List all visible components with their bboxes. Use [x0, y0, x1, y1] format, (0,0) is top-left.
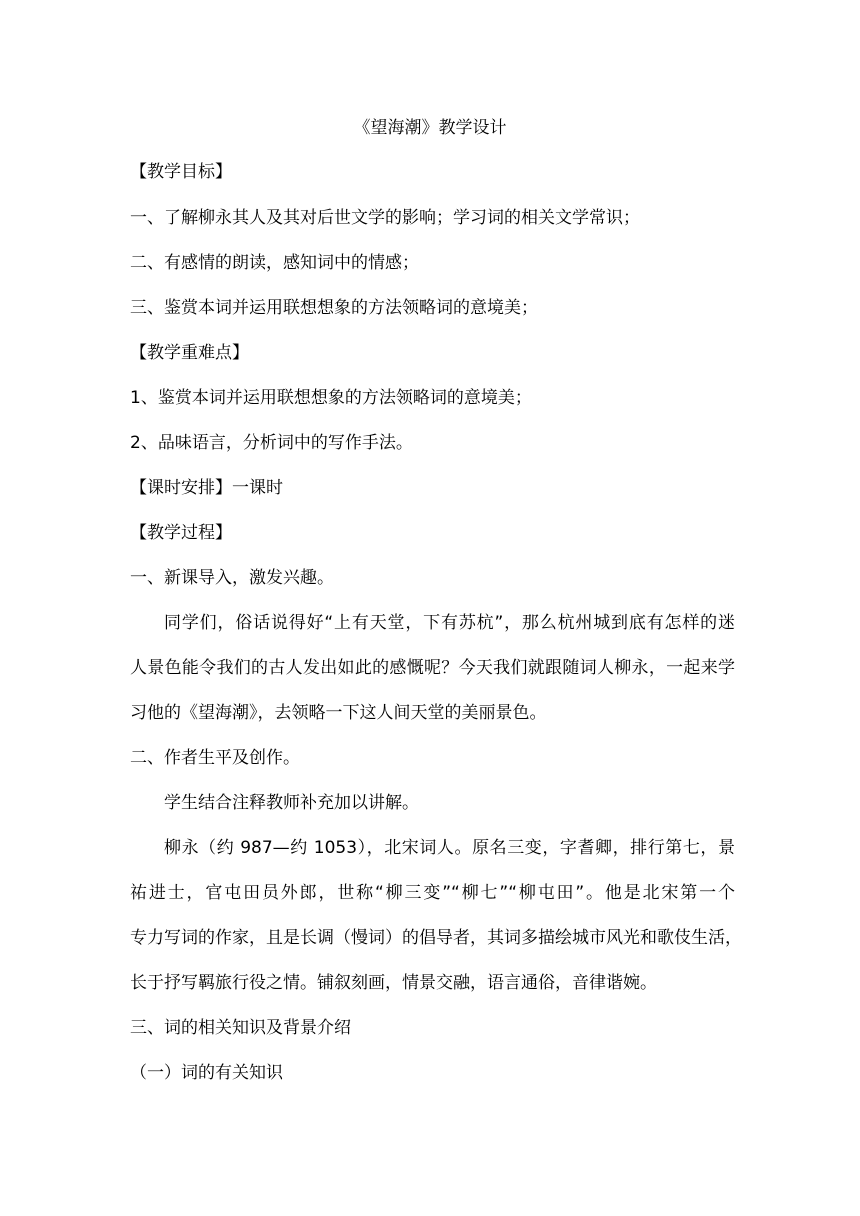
section-heading-key-points: 【教学重难点】 [130, 343, 249, 363]
step-2-paragraph-line: 长于抒写羁旅行役之情。铺叙刻画，情景交融，语言通俗，音律谐婉。 [130, 973, 657, 993]
step-1-heading: 一、新课导入，激发兴趣。 [130, 568, 334, 588]
section-heading-objectives: 【教学目标】 [130, 162, 232, 182]
step-3-heading: 三、词的相关知识及背景介绍 [130, 1018, 351, 1038]
step-2-heading: 二、作者生平及创作。 [130, 748, 300, 768]
step-1-paragraph-line: 人景色能令我们的古人发出如此的感慨呢？今天我们就跟随词人柳永，一起来学 [130, 658, 735, 678]
objective-item-3: 三、鉴赏本词并运用联想想象的方法领略词的意境美； [130, 298, 538, 318]
step-2-paragraph-line: 柳永（约 987—约 1053），北宋词人。原名三变，字耆卿，排行第七，景 [164, 838, 735, 858]
step-1-paragraph-line: 同学们，俗话说得好“上有天堂，下有苏杭”，那么杭州城到底有怎样的迷 [164, 613, 735, 633]
section-heading-schedule: 【课时安排】一课时 [130, 478, 283, 498]
step-2-paragraph-line: 专力写词的作家，且是长调（慢词）的倡导者，其词多描绘城市风光和歌伎生活， [130, 928, 742, 948]
key-point-item-2: 2、品味语言，分析词中的写作手法。 [130, 433, 413, 453]
step-2-paragraph-line: 祐进士，官屯田员外郎，世称“柳三变”“柳七”“柳屯田”。他是北宋第一个 [130, 883, 735, 903]
objective-item-2: 二、有感情的朗读，感知词中的情感； [130, 253, 419, 273]
step-2-intro: 学生结合注释教师补充加以讲解。 [164, 793, 419, 813]
step-3-subheading: （一）词的有关知识 [130, 1063, 283, 1083]
section-heading-process: 【教学过程】 [130, 523, 232, 543]
objective-item-1: 一、了解柳永其人及其对后世文学的影响；学习词的相关文学常识； [130, 208, 640, 228]
document-title: 《望海潮》教学设计 [353, 118, 507, 138]
key-point-item-1: 1、鉴赏本词并运用联想想象的方法领略词的意境美； [130, 388, 532, 408]
step-1-paragraph-line: 习他的《望海潮》，去领略一下这人间天堂的美丽景色。 [130, 703, 547, 723]
